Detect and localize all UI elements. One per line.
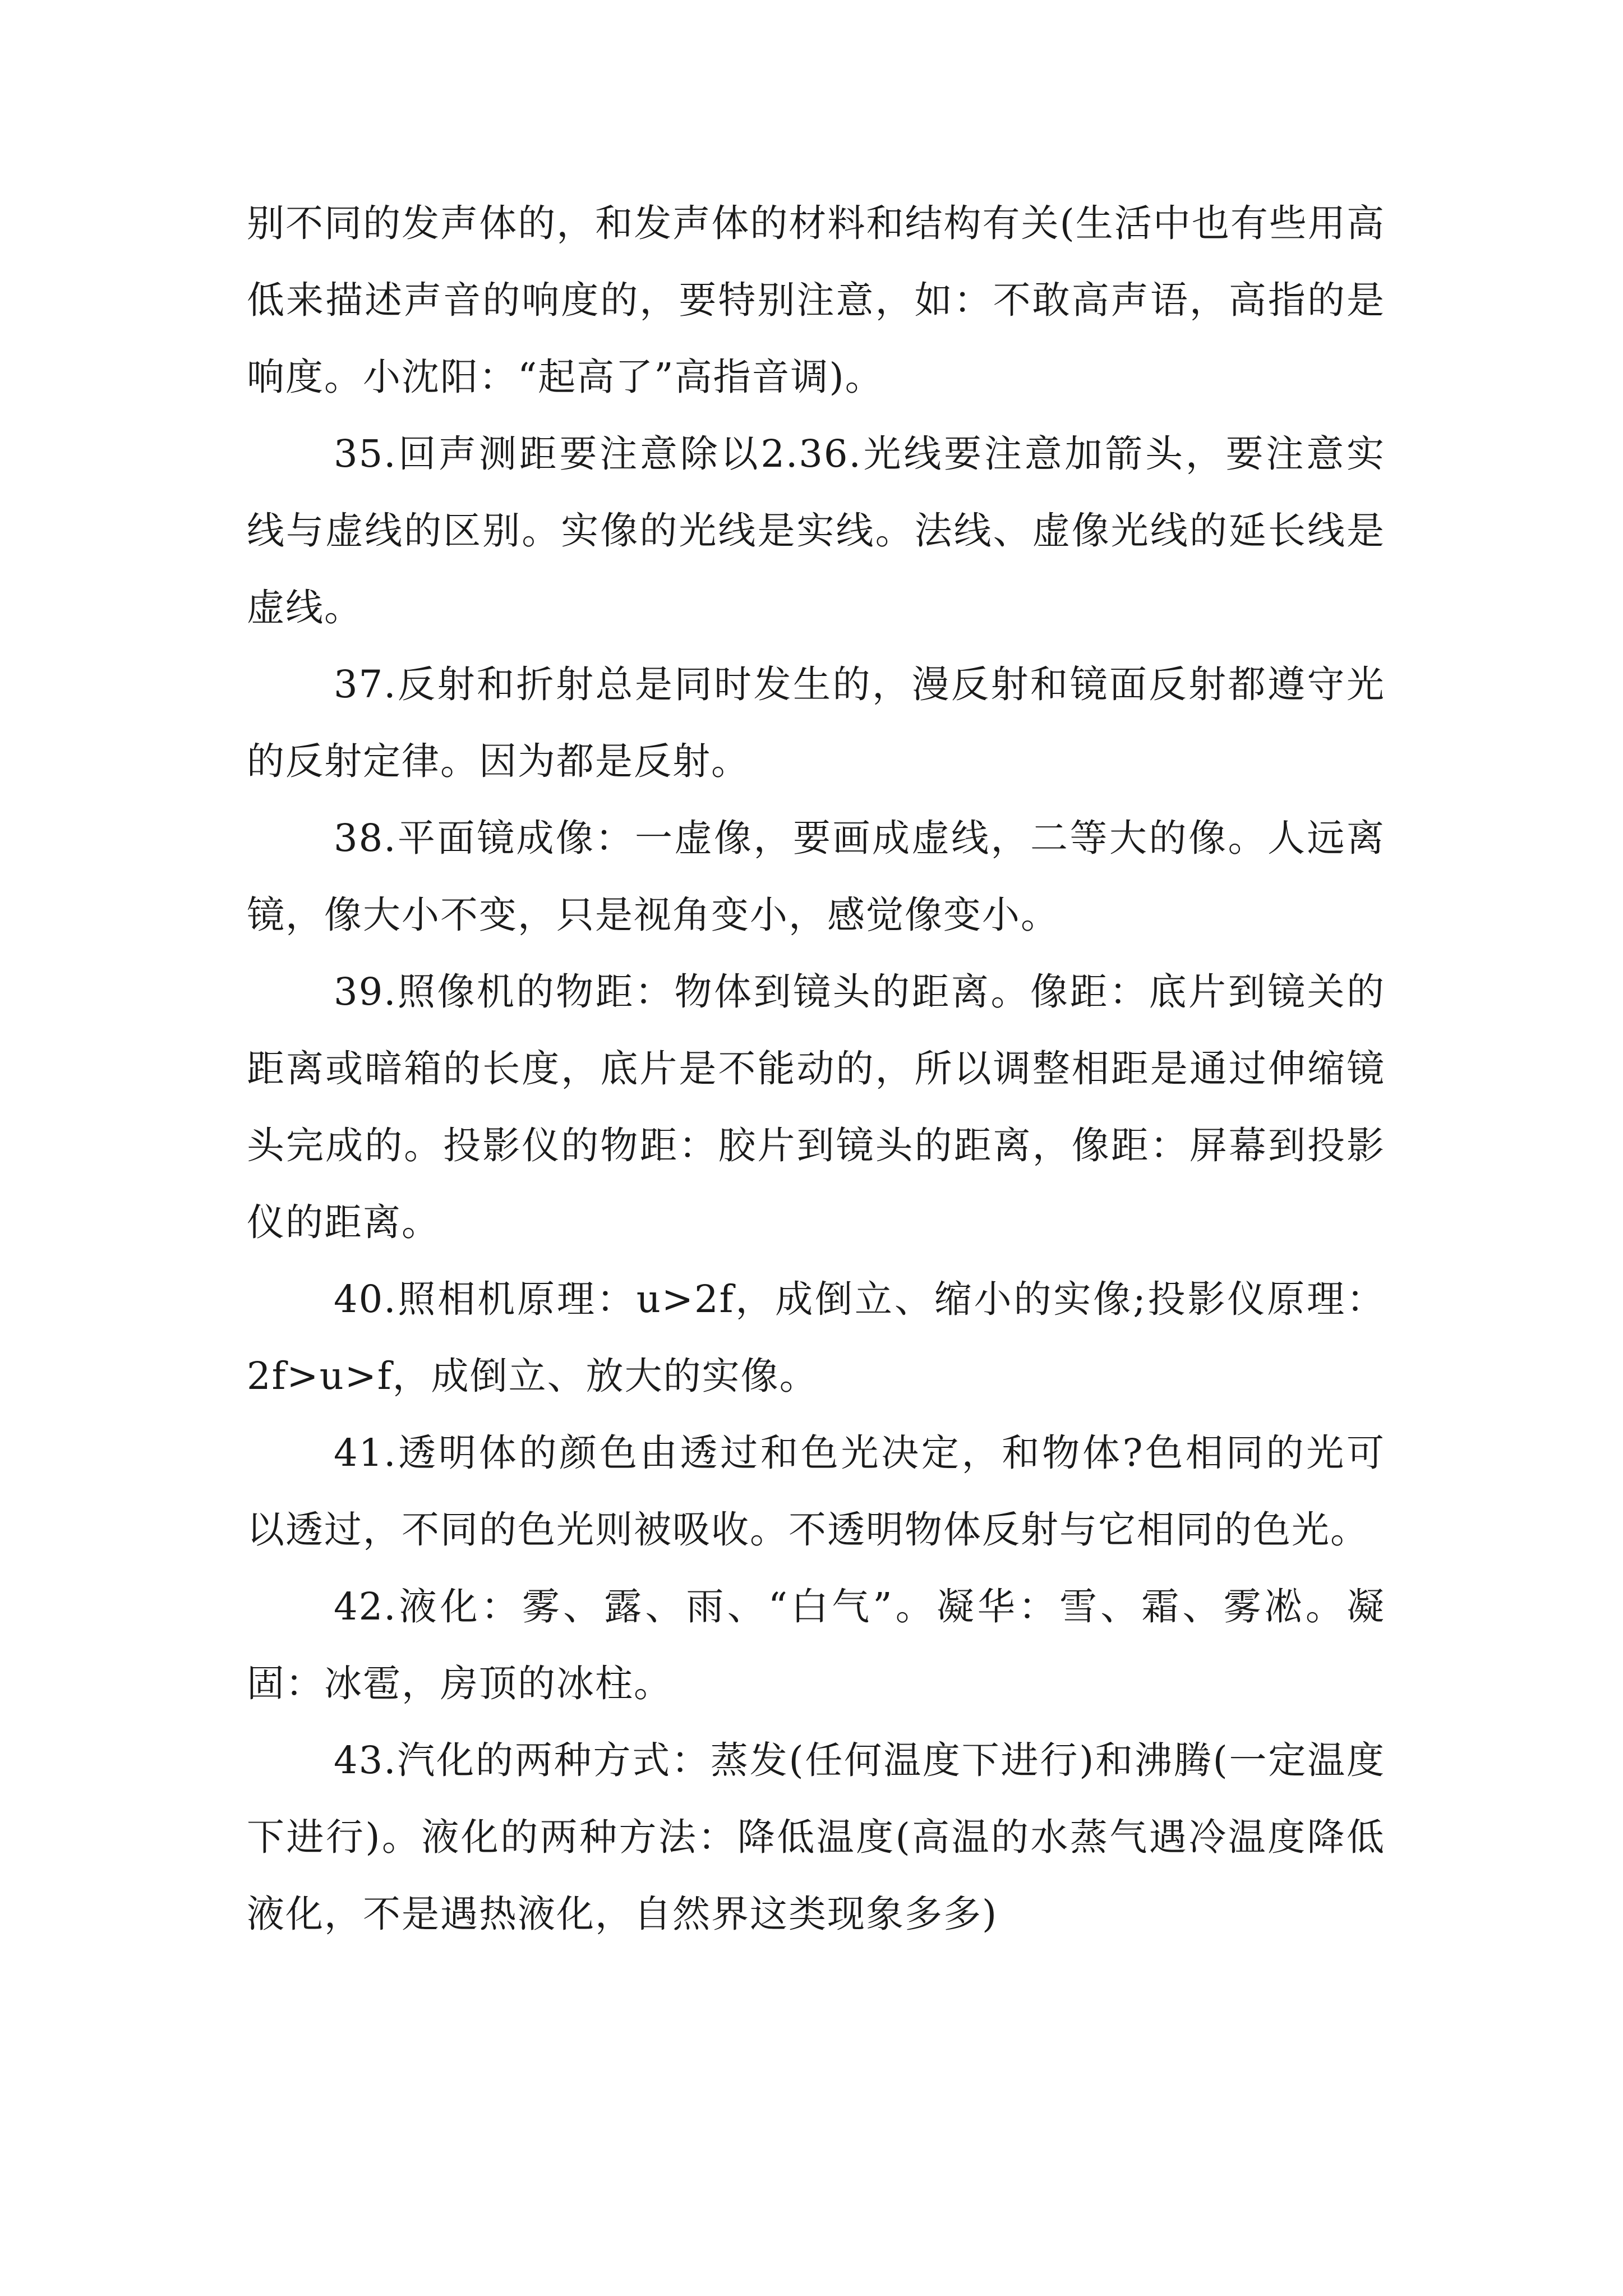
paragraph-37: 37.反射和折射总是同时发生的，漫反射和镜面反射都遵守光的反射定律。因为都是反射。 — [247, 662, 1385, 783]
paragraph-41: 41.透明体的颜色由透过和色光决定，和物体?色相同的光可以透过，不同的色光则被吸收。不透明物体反射与它相同的色光。 — [247, 1431, 1385, 1552]
paragraph-40: 40.照相机原理：u>2f，成倒立、缩小的实像;投影仪原理：2f>u>f，成倒立、放大的实像。 — [247, 1277, 1385, 1398]
paragraph-35-36: 35.回声测距要注意除以2.36.光线要注意加箭头，要注意实线与虚线的区别。实像的光线是实线。法线、虚像光线的延长线是虚线。 — [247, 432, 1385, 629]
paragraph-continued: 别不同的发声体的，和发声体的材料和结构有关(生活中也有些用高低来描述声音的响度的，要特别注意，如：不敢高声语，高指的是响度。小沈阳：“起高了”高指音调)。 — [247, 201, 1385, 399]
paragraph-43: 43.汽化的两种方式：蒸发(任何温度下进行)和沸腾(一定温度下进行)。液化的两种方法：降低温度(高温的水蒸气遇冷温度降低液化，不是遇热液化，自然界这类现象多多) — [247, 1738, 1385, 1936]
paragraph-42: 42.液化：雾、露、雨、“白气”。凝华：雪、霜、雾凇。凝固：冰雹，房顶的冰柱。 — [247, 1585, 1385, 1705]
document-page — [247, 185, 1385, 1953]
paragraph-38: 38.平面镜成像：一虚像，要画成虚线，二等大的像。人远离镜，像大小不变，只是视角变小，感觉像变小。 — [247, 816, 1385, 937]
paragraph-39: 39.照像机的物距：物体到镜头的距离。像距：底片到镜关的距离或暗箱的长度，底片是不能动的，所以调整相距是通过伸缩镜头完成的。投影仪的物距：胶片到镜头的距离，像距：屏幕到投影仪的距离。 — [247, 970, 1385, 1244]
